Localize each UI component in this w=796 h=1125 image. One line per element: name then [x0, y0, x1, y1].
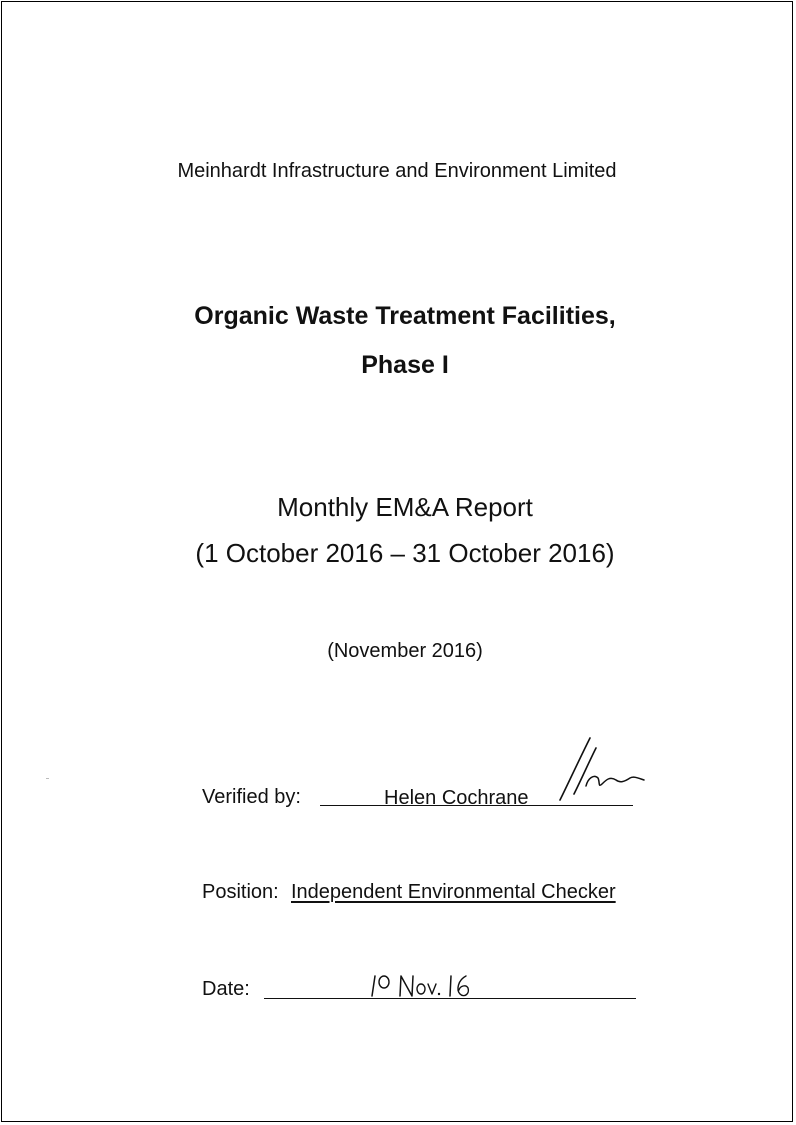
verified-by-label: Verified by:: [202, 786, 301, 808]
project-title-line-1: Organic Waste Treatment Facilities,: [194, 302, 616, 330]
handwritten-signature: [554, 734, 650, 806]
issue-date: (November 2016): [327, 640, 483, 662]
document-page: [1, 1, 793, 1122]
verified-by-name: Helen Cochrane: [384, 787, 529, 809]
date-label: Date:: [202, 978, 250, 1000]
company-name: Meinhardt Infrastructure and Environment Limited: [177, 160, 617, 182]
position-value: Independent Environmental Checker: [291, 881, 616, 903]
report-title: Monthly EM&A Report: [277, 492, 533, 522]
position-label: Position:: [202, 881, 279, 903]
project-title-line-2: Phase I: [361, 351, 449, 379]
report-period: (1 October 2016 – 31 October 2016): [195, 538, 615, 568]
scan-speck: [46, 778, 49, 779]
handwritten-date: [366, 970, 476, 1000]
